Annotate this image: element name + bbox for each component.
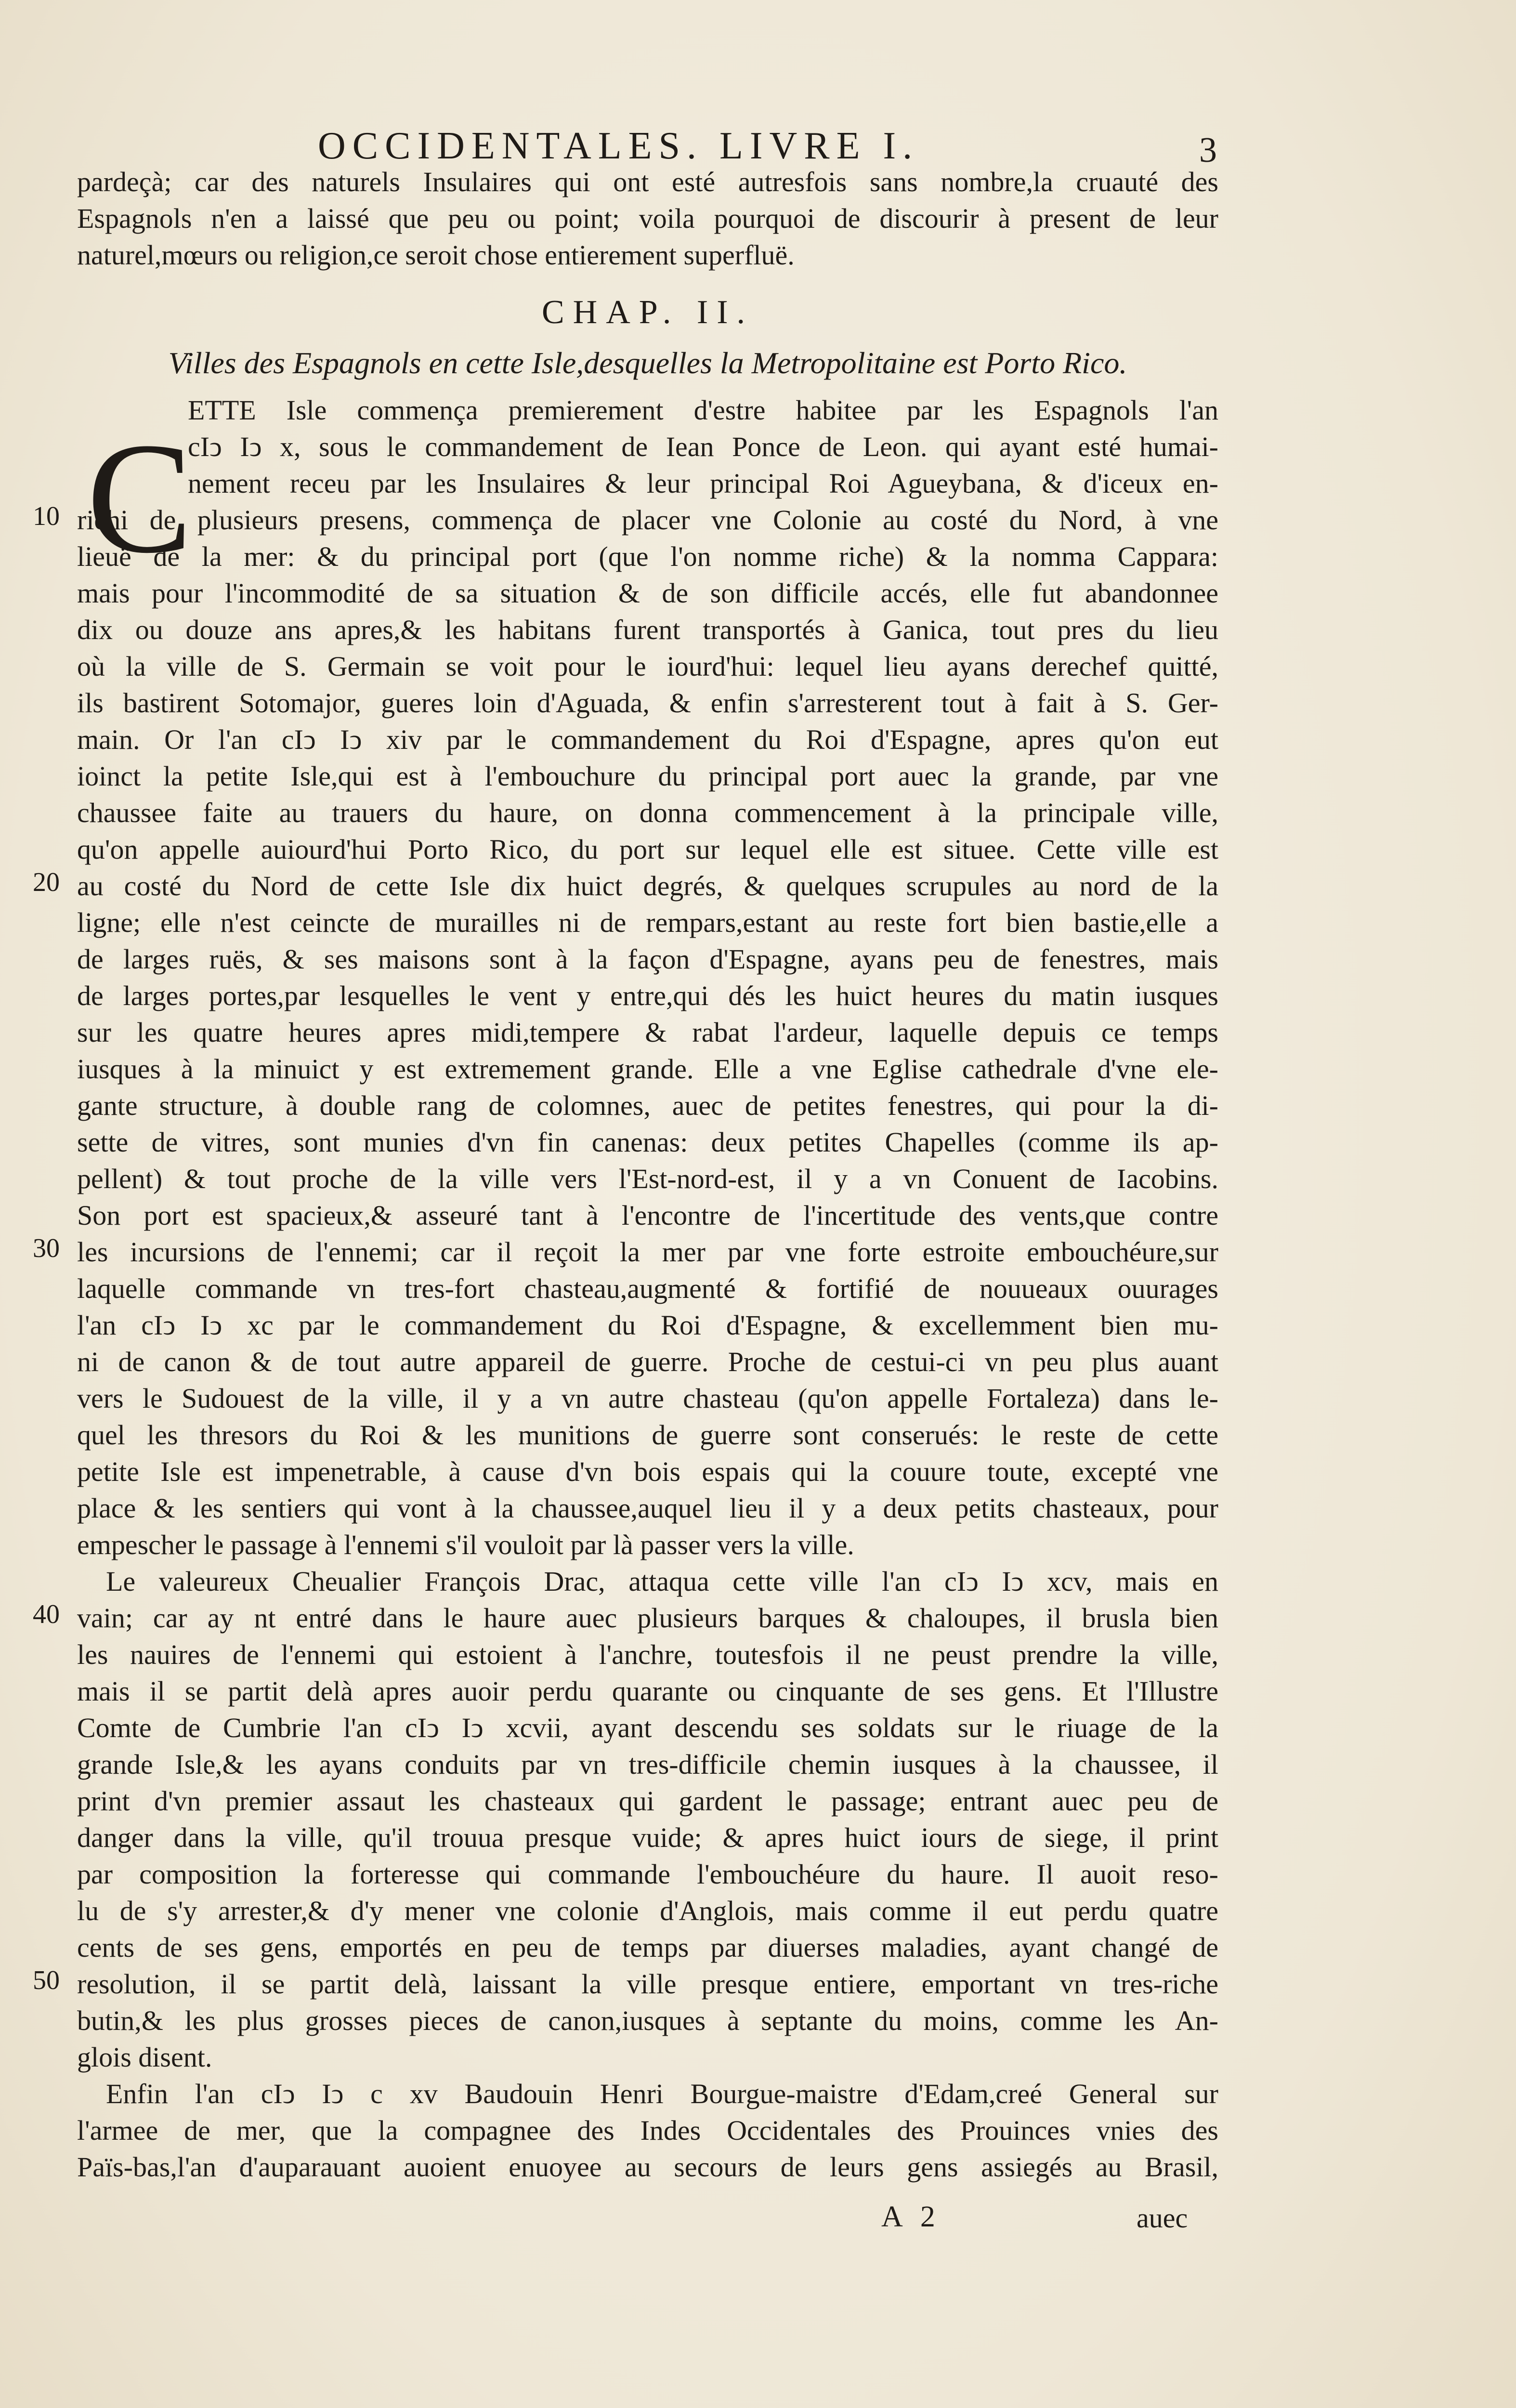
body-line: les incursions de l'ennemi; car il reçoit la mer par vne forte estroite embouchéure,sur xyxy=(77,1236,1218,1268)
body-line: iusques à la minuict y est extremement grande. Elle a vne Eglise cathedrale d'vne ele- xyxy=(77,1053,1218,1085)
folio-number: 3 xyxy=(1199,131,1217,170)
body-line: l'armee de mer, que la compagnee des Indes Occidentales des Prouinces vnies des xyxy=(77,2115,1218,2146)
body-line: lieuë de la mer: & du principal port (que l'on nomme riche) & la nomma Cappara: xyxy=(77,541,1218,572)
catchword: auec xyxy=(1137,2202,1188,2234)
body-line: empescher le passage à l'ennemi s'il vouloit par là passer vers la ville. xyxy=(77,1529,854,1560)
body-line: ioinct la petite Isle,qui est à l'embouchure du principal port auec la grande, par vne xyxy=(77,760,1218,792)
body-line: mais pour l'incommodité de sa situation & de son difficile accés, elle fut abandonnee xyxy=(77,577,1218,609)
chapter-title: Villes des Espagnols en cette Isle,desquelles la Metropolitaine est Porto Rico. xyxy=(168,346,1127,380)
body-line: les nauires de l'ennemi qui estoient à l'anchre, toutesfois il ne peust prendre la ville, xyxy=(77,1639,1218,1670)
body-line: vain; car ay nt entré dans le haure auec plusieurs barques & chaloupes, il brusla bien xyxy=(77,1602,1218,1634)
body-line: au costé du Nord de cette Isle dix huict degrés, & quelques scrupules au nord de la xyxy=(77,870,1218,902)
margin-line-number: 50 xyxy=(33,1965,60,1995)
body-line: gante structure, à double rang de colomnes, auec de petites fenestres, qui pour la di- xyxy=(77,1090,1218,1121)
body-line: dix ou douze ans apres,& les habitans furent transportés à Ganica, tout pres du lieu xyxy=(77,614,1218,645)
body-line: glois disent. xyxy=(77,2042,212,2073)
body-line: Le valeureux Cheualier François Drac, attaqua cette ville l'an cIↄ Iↄ xcv, mais en xyxy=(106,1566,1218,1597)
body-line: Enfin l'an cIↄ Iↄ c xv Baudouin Henri Bourgue-maistre d'Edam,creé General sur xyxy=(106,2078,1218,2109)
body-line: lu de s'y arrester,& d'y mener vne colonie d'Anglois, mais comme il eut perdu quatre xyxy=(77,1895,1218,1926)
body-line: butin,& les plus grosses pieces de canon,iusques à septante du moins, comme les An- xyxy=(77,2005,1218,2036)
body-line: Païs-bas,l'an d'auparauant auoient enuoyee au secours de leurs gens assiegés au Brasil, xyxy=(77,2151,1218,2183)
body-line: pellent) & tout proche de la ville vers l'Est-nord-est, il y a vn Conuent de Iacobins. xyxy=(77,1163,1218,1194)
body-line: petite Isle est impenetrable, à cause d'vn bois espais qui la couure toute, excepté vne xyxy=(77,1456,1218,1487)
body-line: de larges portes,par lesquelles le vent y entre,qui dés les huict heures du matin iusques xyxy=(77,980,1218,1011)
body-line: sur les quatre heures apres midi,tempere & rabat l'ardeur, laquelle depuis ce temps xyxy=(77,1017,1218,1048)
body-line: ni de canon & de tout autre appareil de guerre. Proche de cestui-ci vn peu plus auant xyxy=(77,1346,1218,1377)
body-line: Comte de Cumbrie l'an cIↄ Iↄ xcvii, ayant descendu ses soldats sur le riuage de la xyxy=(77,1712,1218,1743)
body-line: laquelle commande vn tres-fort chasteau,augmenté & fortifié de nouueaux ouurages xyxy=(77,1273,1218,1304)
margin-line-number: 20 xyxy=(33,867,60,897)
body-line: cents de ses gens, emportés en peu de temps par diuerses maladies, ayant changé de xyxy=(77,1932,1218,1963)
body-line: grande Isle,& les ayans conduits par vn tres-difficile chemin iusques à la chaussee, il xyxy=(77,1749,1218,1780)
body-line: richi de plusieurs presens, commença de placer vne Colonie au costé du Nord, à vne xyxy=(77,504,1218,536)
body-line: main. Or l'an cIↄ Iↄ xiv par le commandement du Roi d'Espagne, apres qu'on eut xyxy=(77,724,1218,755)
body-line: place & les sentiers qui vont à la chaussee,auquel lieu il y a deux petits chasteaux, pour xyxy=(77,1492,1218,1524)
chapter-heading: CHAP. II. xyxy=(541,294,754,331)
running-title: OCCIDENTALES. LIVRE I. xyxy=(318,125,919,167)
body-line: quel les thresors du Roi & les munitions de guerre sont conserués: le reste de cette xyxy=(77,1419,1218,1451)
intro-line: naturel,mœurs ou religion,ce seroit chose entierement superfluë. xyxy=(77,239,795,271)
margin-line-number: 40 xyxy=(33,1599,60,1629)
body-line: par composition la forteresse qui commande l'embouchéure du haure. Il auoit reso- xyxy=(77,1858,1218,1890)
drop-capital: C xyxy=(87,410,193,586)
body-line: nement receu par les Insulaires & leur principal Roi Agueybana, & d'iceux en- xyxy=(188,468,1218,499)
body-line: print d'vn premier assaut les chasteaux qui gardent le passage; entrant auec peu de xyxy=(77,1785,1218,1817)
body-line: mais il se partit delà apres auoir perdu quarante ou cinquante de ses gens. Et l'Illustre xyxy=(77,1675,1218,1707)
body-line: vers le Sudouest de la ville, il y a vn autre chasteau (qu'on appelle Fortaleza) dans le- xyxy=(77,1383,1218,1414)
body-line: cIↄ Iↄ x, sous le commandement de Iean Ponce de Leon. qui ayant esté humai- xyxy=(188,431,1218,462)
intro-line: Espagnols n'en a laissé que peu ou point; voila pourquoi de discourir à present de leur xyxy=(77,203,1218,234)
body-line: où la ville de S. Germain se voit pour le iourd'hui: lequel lieu ayans derechef quitté, xyxy=(77,651,1218,682)
body-line: ils bastirent Sotomajor, gueres loin d'Aguada, & enfin s'arresterent tout à fait à S. Ger- xyxy=(77,687,1218,719)
text-block xyxy=(77,164,1218,2186)
margin-line-number: 30 xyxy=(33,1233,60,1263)
body-line: danger dans la ville, qu'il trouua presque vuide; & apres huict iours de siege, il print xyxy=(77,1822,1218,1853)
body-line: l'an cIↄ Iↄ xc par le commandement du Roi d'Espagne, & excellemment bien mu- xyxy=(77,1309,1218,1341)
intro-line: pardeçà; car des naturels Insulaires qui ont esté autresfois sans nombre,la cruauté des xyxy=(77,166,1218,197)
body-line: sette de vitres, sont munies d'vn fin canenas: deux petites Chapelles (comme ils ap- xyxy=(77,1126,1218,1158)
body-line: Son port est spacieux,& asseuré tant à l'encontre de l'incertitude des vents,que contre xyxy=(77,1200,1218,1231)
body-line: qu'on appelle auiourd'hui Porto Rico, du port sur lequel elle est situee. Cette ville est xyxy=(77,834,1218,865)
signature-mark: A 2 xyxy=(881,2200,941,2233)
body-line: ETTE Isle commença premierement d'estre habitee par les Espagnols l'an xyxy=(188,394,1218,426)
margin-line-number: 10 xyxy=(33,501,60,531)
body-line: resolution, il se partit delà, laissant la ville presque entiere, emportant vn tres-riche xyxy=(77,1968,1218,2000)
body-line: de larges ruës, & ses maisons sont à la façon d'Espagne, ayans peu de fenestres, mais xyxy=(77,943,1218,975)
body-line: ligne; elle n'est ceincte de murailles ni de rempars,estant au reste fort bien bastie,elle a xyxy=(77,907,1218,938)
body-line: chaussee faite au trauers du haure, on donna commencement à la principale ville, xyxy=(77,797,1218,828)
